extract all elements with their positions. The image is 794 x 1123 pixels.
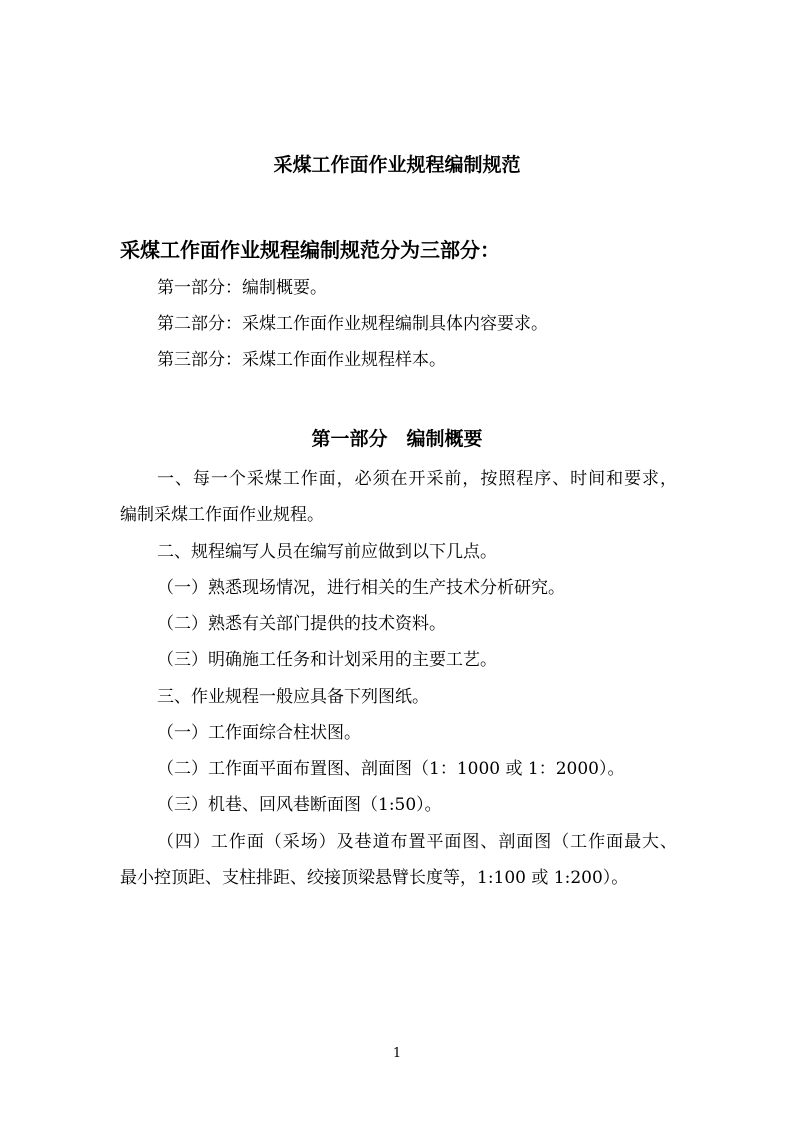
paragraph-3: 三、作业规程一般应具备下列图纸。 <box>157 687 429 707</box>
paragraph-3-item-1: （一）工作面综合柱状图。 <box>157 723 361 743</box>
paragraph-3-item-3: （三）机巷、回风巷断面图（1:50）。 <box>157 795 442 815</box>
paragraph-2-item-1: （一）熟悉现场情况，进行相关的生产技术分析研究。 <box>157 578 565 598</box>
paragraph-2-item-3: （三）明确施工任务和计划采用的主要工艺。 <box>157 650 497 670</box>
paragraph-2: 二、规程编写人员在编写前应做到以下几点。 <box>157 542 497 562</box>
page-number: 1 <box>392 1046 402 1061</box>
intro-heading: 采煤工作面作业规程编制规范分为三部分： <box>120 238 500 262</box>
paragraph-3-item-2: （二）工作面平面布置图、剖面图（1：1000 或 1：2000）。 <box>157 759 625 779</box>
intro-item-3: 第三部分：采煤工作面作业规程样本。 <box>157 350 446 370</box>
intro-item-1: 第一部分：编制概要。 <box>157 278 327 298</box>
paragraph-1-line-1: 一、每一个采煤工作面，必须在开采前，按照程序、时间和要求， <box>157 469 677 489</box>
paragraph-3-item-4-line-2: 最小控顶距、支柱排距、绞接顶梁悬臂长度等，1:100 或 1:200）。 <box>120 868 629 888</box>
paragraph-3-item-4-line-1: （四）工作面（采场）及巷道布置平面图、剖面图（工作面最大、 <box>157 832 677 852</box>
document-title: 采煤工作面作业规程编制规范 <box>273 154 521 176</box>
intro-item-2: 第二部分：采煤工作面作业规程编制具体内容要求。 <box>157 314 548 334</box>
paragraph-1-line-2: 编制采煤工作面作业规程。 <box>120 505 324 525</box>
section-1-heading: 第一部分 编制概要 <box>311 428 483 450</box>
paragraph-2-item-2: （二）熟悉有关部门提供的技术资料。 <box>157 614 446 634</box>
